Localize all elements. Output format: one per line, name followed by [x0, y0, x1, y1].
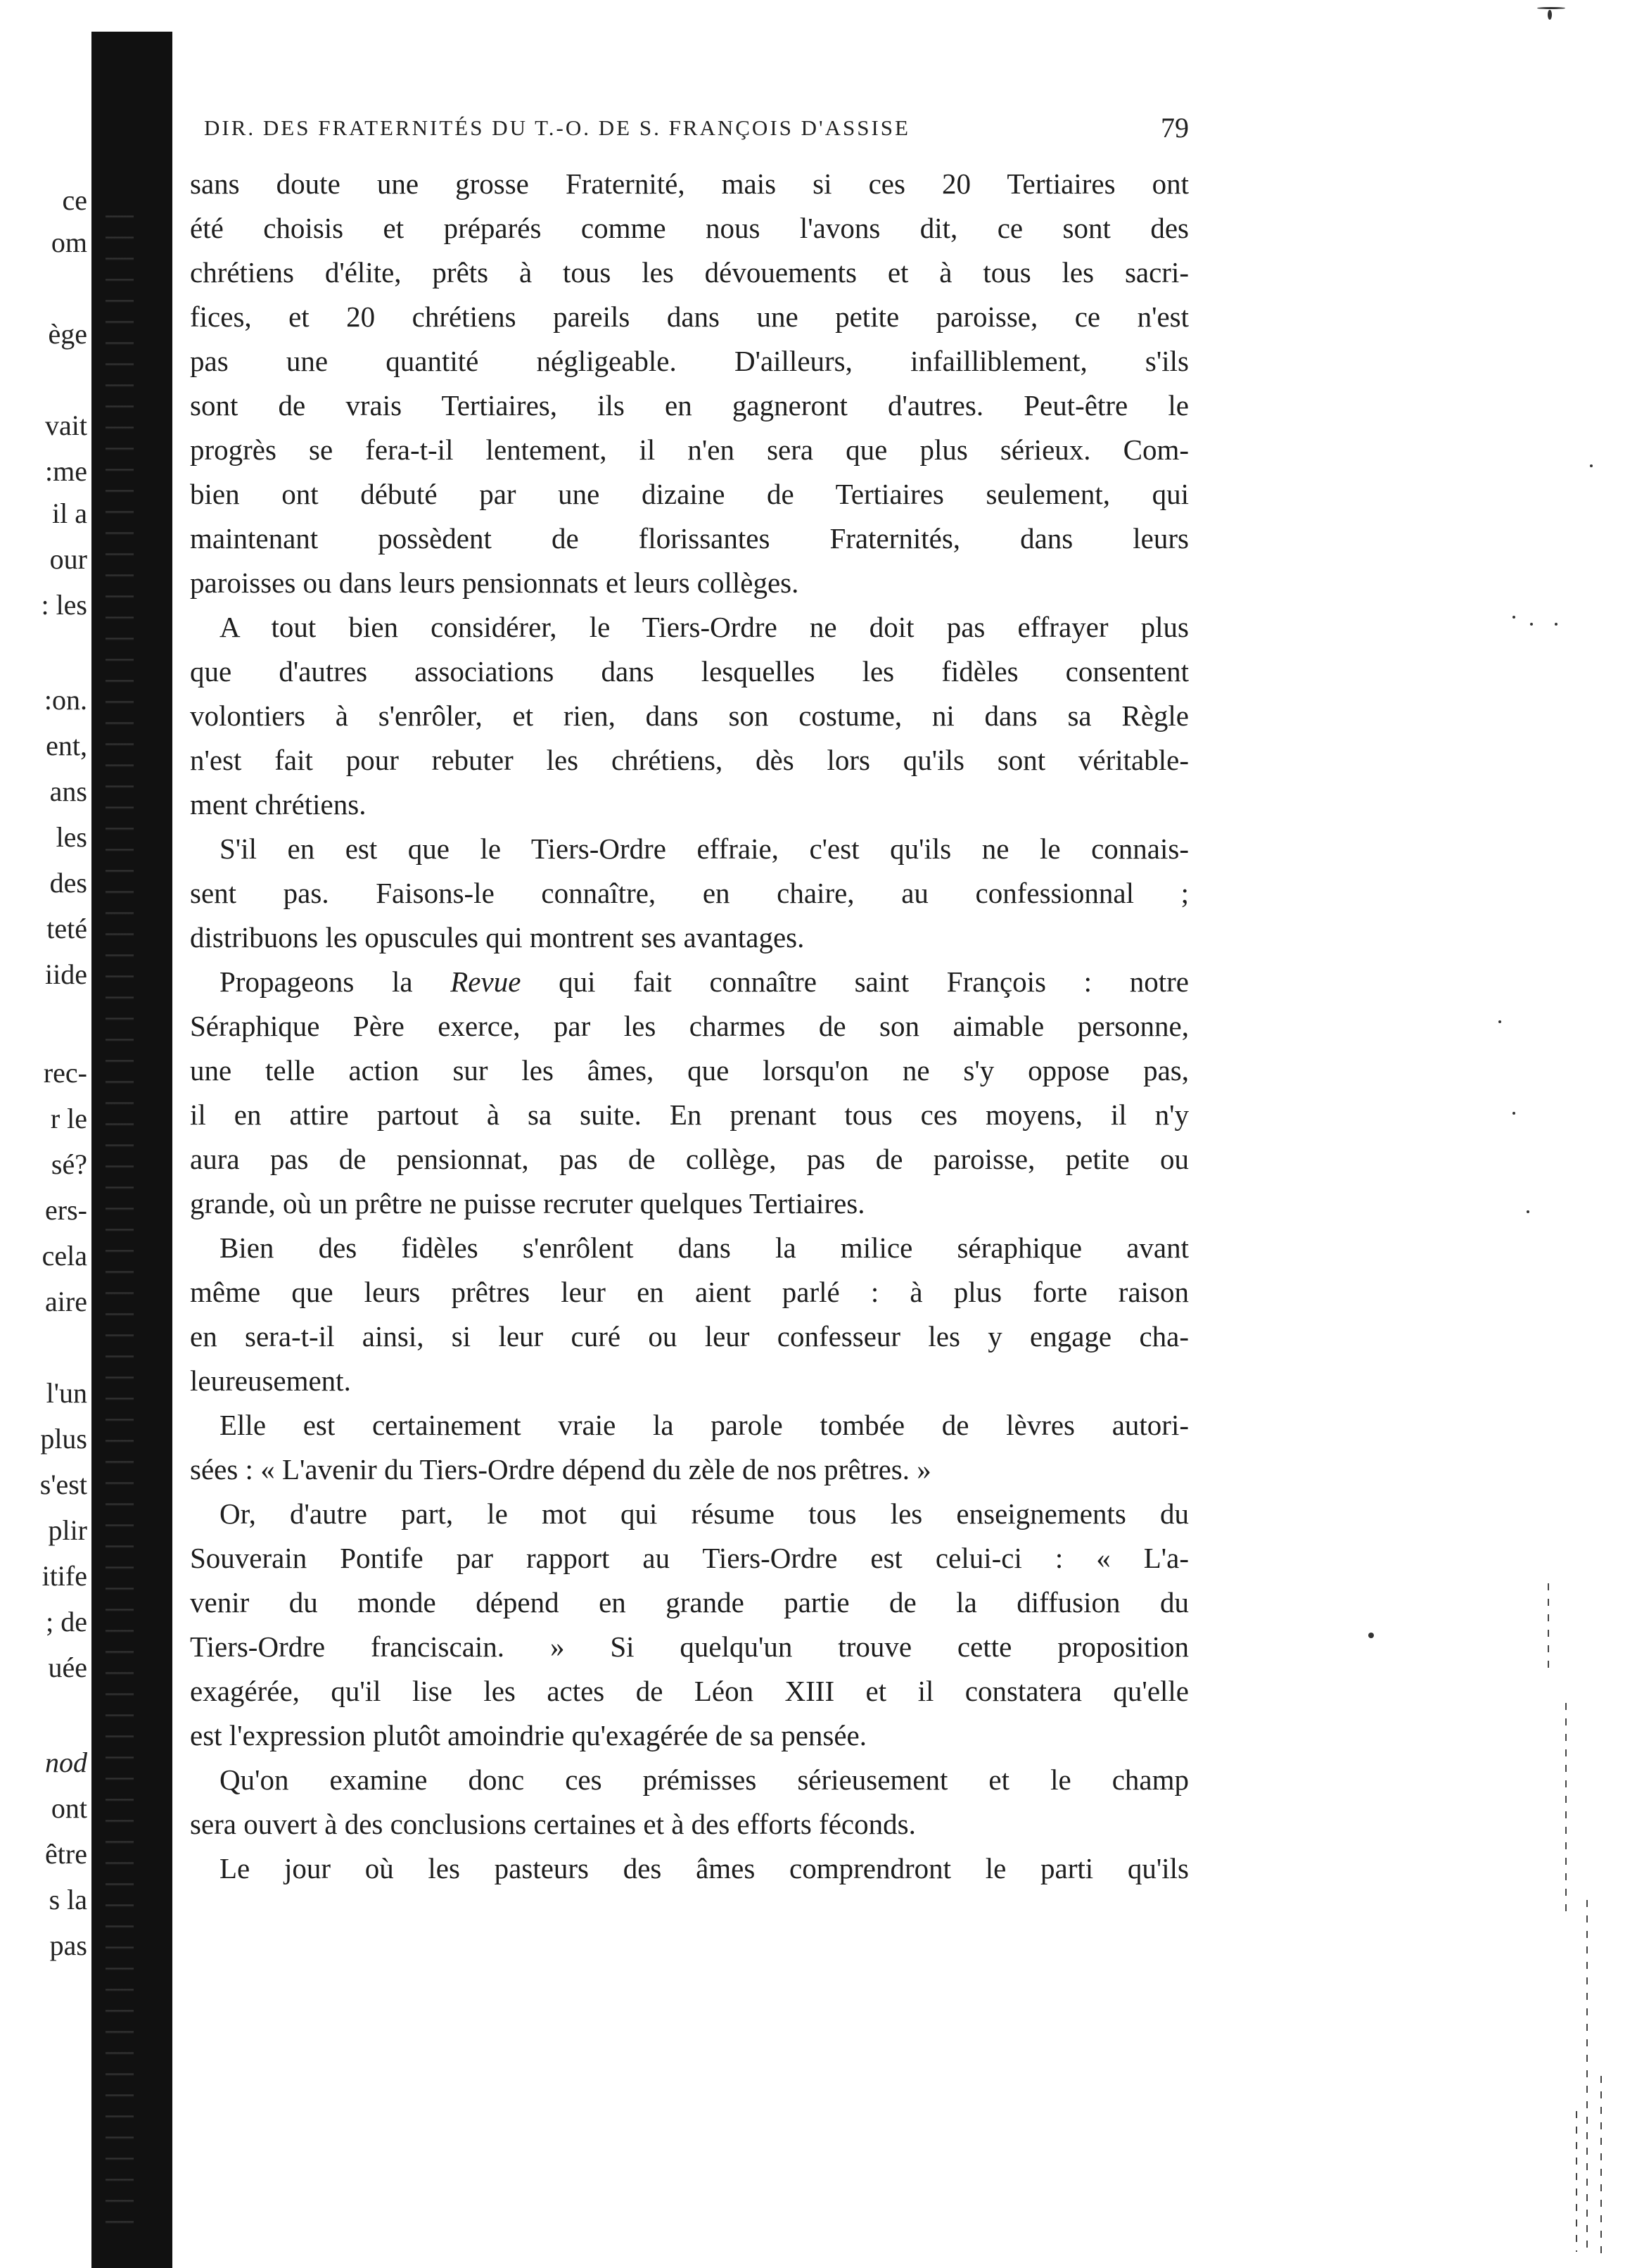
fragment: our: [49, 543, 87, 575]
fragment: ; de: [46, 1606, 87, 1637]
fragment: ont: [51, 1792, 87, 1824]
fragment: :me: [45, 455, 87, 487]
italic-title: Revue: [450, 965, 521, 998]
fragment: pas: [49, 1930, 87, 1961]
text-line: sent pas. Faisons-le connaître, en chaire, au confessionnal ;: [190, 877, 1189, 909]
edge-speck: [1527, 1210, 1529, 1213]
running-head-title: DIR. DES FRATERNITÉS DU T.-O. DE S. FRANÇOIS D'ASSISE: [204, 115, 910, 140]
text-line-with-italic: Propageons la Revue qui fait connaître saint François : notre: [219, 965, 1189, 998]
fragment: être: [45, 1838, 87, 1870]
edge-line: [1586, 1900, 1588, 2252]
text-line: distribuons les opuscules qui montrent ses avantages.: [190, 921, 805, 954]
text-line: Tiers-Ordre franciscain. » Si quelqu'un trouve cette proposition: [190, 1630, 1189, 1663]
edge-speck: [1530, 623, 1533, 626]
fragment: aire: [45, 1286, 87, 1317]
text-line: en sera-t-il ainsi, si leur curé ou leur confesseur les y engage cha-: [190, 1320, 1189, 1352]
edge-speck: [1512, 616, 1515, 619]
fragment: ers-: [45, 1194, 87, 1226]
edge-line: [1548, 1583, 1549, 1668]
edge-speck: [1590, 464, 1593, 467]
text-line: exagérée, qu'il lise les actes de Léon XIII et il constatera qu'elle: [190, 1675, 1189, 1707]
text-line: A tout bien considérer, le Tiers-Ordre ne doit pas effrayer plus: [219, 611, 1189, 643]
edge-speck: [1555, 623, 1558, 626]
fragment: uée: [48, 1652, 87, 1683]
text-line: Elle est certainement vraie la parole tombée de lèvres autori-: [219, 1409, 1189, 1441]
fragment: nod: [45, 1747, 87, 1778]
facing-page-fragments: [0, 0, 90, 2268]
text-line: Bien des fidèles s'enrôlent dans la milice séraphique avant: [219, 1231, 1189, 1264]
text-line: ment chrétiens.: [190, 788, 367, 821]
fragment: ans: [49, 775, 87, 807]
book-page: [190, 106, 1189, 1891]
text-line: n'est fait pour rebuter les chrétiens, dès lors qu'ils sont véritable-: [190, 744, 1189, 776]
edge-speck: [1498, 1020, 1501, 1023]
text-line: paroisses ou dans leurs pensionnats et leurs collèges.: [190, 566, 799, 599]
text-line: que d'autres associations dans lesquelles les fidèles consentent: [190, 655, 1189, 688]
text-line: Qu'on examine donc ces prémisses sérieusement et le champ: [219, 1763, 1189, 1796]
text-line: grande, où un prêtre ne puisse recruter quelques Tertiaires.: [190, 1187, 865, 1219]
fragment: s'est: [39, 1469, 87, 1500]
fragment: rec-: [43, 1057, 87, 1089]
text-line: Séraphique Père exerce, par les charmes de son aimable personne,: [190, 1010, 1189, 1042]
fragment: s la: [49, 1884, 87, 1915]
text-line: sont de vrais Tertiaires, ils en gagneront d'autres. Peut-être le: [190, 389, 1189, 422]
fragment: r le: [50, 1103, 87, 1134]
text-line: même que leurs prêtres leur en aient parlé : à plus forte raison: [190, 1276, 1189, 1308]
fragment: les: [56, 821, 87, 853]
fragment: teté: [46, 913, 87, 944]
fragment: ent,: [46, 730, 87, 761]
fragment: sé?: [51, 1148, 87, 1180]
text-line: Le jour où les pasteurs des âmes comprendront le parti qu'ils: [219, 1852, 1189, 1884]
fragment: il a: [52, 498, 87, 529]
fragment: ce: [62, 184, 87, 216]
text-line: leureusement.: [190, 1364, 351, 1397]
fragment: vait: [45, 410, 87, 441]
fragment: l'un: [46, 1377, 87, 1409]
text-line: S'il en est que le Tiers-Ordre effraie, c'est qu'ils ne le connais-: [219, 832, 1189, 865]
text-line: il en attire partout à sa suite. En prenant tous ces moyens, il n'y: [190, 1098, 1189, 1131]
text-line: progrès se fera-t-il lentement, il n'en sera que plus sérieux. Com-: [190, 433, 1189, 466]
page-number: 79: [1161, 112, 1189, 144]
edge-line: [1565, 1703, 1567, 1914]
fragment: ège: [48, 318, 87, 350]
text-line: aura pas de pensionnat, pas de collège, pas de paroisse, petite ou: [190, 1143, 1189, 1175]
edge-line: [1600, 2076, 1602, 2259]
edge-speck: [1548, 10, 1552, 20]
edge-speck: [1537, 7, 1565, 9]
text-line: sera ouvert à des conclusions certaines et à des efforts féconds.: [190, 1808, 916, 1840]
fragment: plir: [48, 1514, 87, 1546]
text-line: maintenant possèdent de florissantes Fraternités, dans leurs: [190, 522, 1189, 555]
body-text: [190, 162, 1189, 1891]
fragment: : les: [41, 589, 87, 621]
text-line: bien ont débuté par une dizaine de Tertiaires seulement, qui: [190, 478, 1189, 510]
text-line: fices, et 20 chrétiens pareils dans une petite paroisse, ce n'est: [190, 300, 1189, 333]
text-line: une telle action sur les âmes, que lorsqu'on ne s'y oppose pas,: [190, 1054, 1189, 1087]
text-line: sées : « L'avenir du Tiers-Ordre dépend du zèle de nos prêtres. »: [190, 1453, 931, 1485]
text-line: sans doute une grosse Fraternité, mais si ces 20 Tertiaires ont: [190, 167, 1189, 200]
fragment: itife: [42, 1560, 87, 1592]
text-line: volontiers à s'enrôler, et rien, dans son costume, ni dans sa Règle: [190, 699, 1189, 732]
edge-speck: [1368, 1633, 1374, 1638]
text-line: est l'expression plutôt amoindrie qu'exagérée de sa pensée.: [190, 1719, 867, 1751]
fragment: iide: [45, 958, 87, 990]
edge-speck: [1512, 1112, 1515, 1115]
edge-line: [1576, 2111, 1577, 2252]
fragment: plus: [40, 1423, 87, 1455]
text-line: Or, d'autre part, le mot qui résume tous les enseignements du: [219, 1497, 1189, 1530]
text-line: venir du monde dépend en grande partie de la diffusion du: [190, 1586, 1189, 1618]
text-line: pas une quantité négligeable. D'ailleurs, infailliblement, s'ils: [190, 345, 1189, 377]
text-line: chrétiens d'élite, prêts à tous les dévouements et à tous les sacri-: [190, 256, 1189, 289]
fragment: cela: [42, 1240, 87, 1272]
fragment: des: [49, 867, 87, 899]
fragment: om: [51, 227, 87, 258]
text-line: été choisis et préparés comme nous l'avons dit, ce sont des: [190, 212, 1189, 244]
fragment: :on.: [44, 684, 87, 716]
gutter-texture: [106, 197, 134, 2238]
text-line: Souverain Pontife par rapport au Tiers-Ordre est celui-ci : « L'a-: [190, 1542, 1189, 1574]
running-head: [190, 106, 1189, 148]
